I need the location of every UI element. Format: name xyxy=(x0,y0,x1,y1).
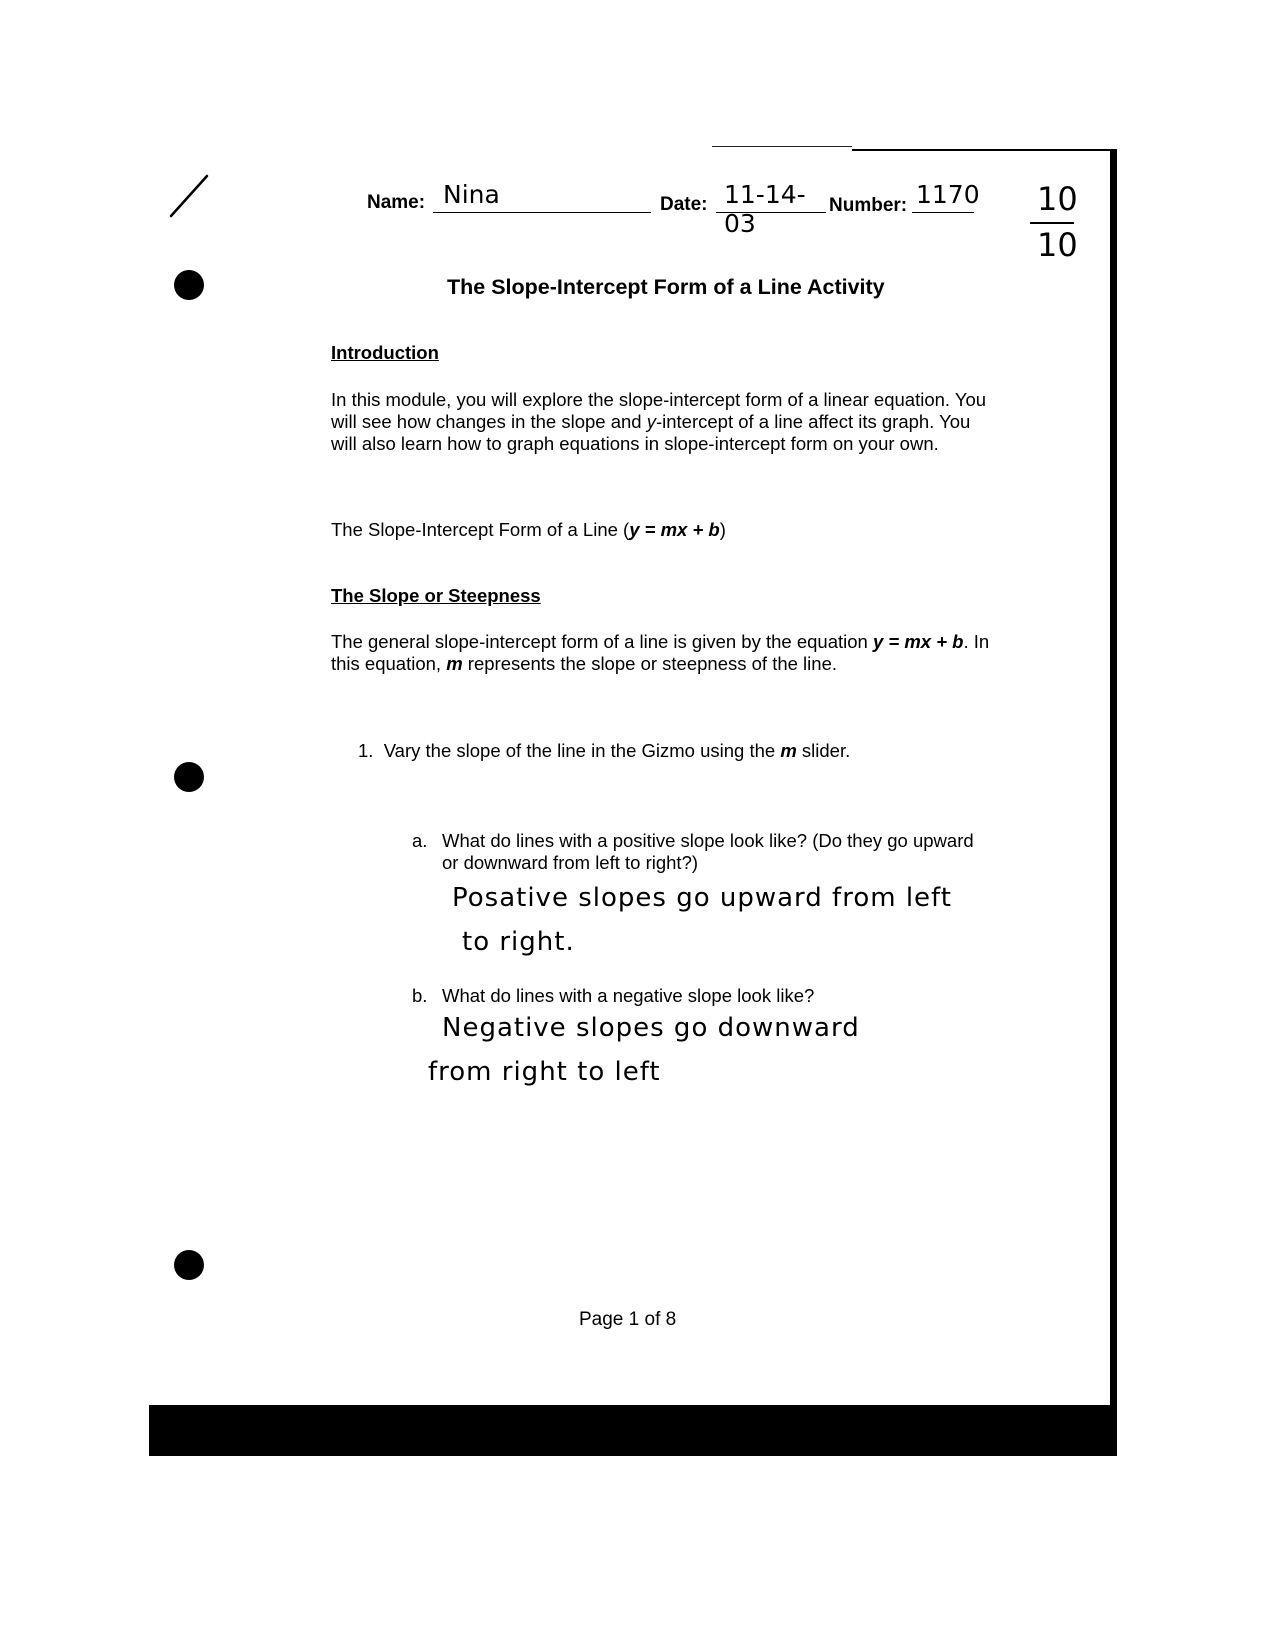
name-field xyxy=(433,180,651,213)
number-label: Number: xyxy=(829,195,908,216)
question-b-answer-line-1: Negative slopes go downward xyxy=(442,1013,860,1043)
slope-section-heading: The Slope or Steepness xyxy=(331,585,541,606)
date-field xyxy=(716,180,826,238)
scan-top-rule xyxy=(712,146,852,147)
punch-hole-middle xyxy=(174,762,204,792)
page-title: The Slope-Intercept Form of a Line Activity xyxy=(447,275,885,299)
name-value: Nina xyxy=(443,180,500,209)
number-value: 1170 xyxy=(916,180,980,209)
scan-frame-top xyxy=(852,149,1117,151)
grade-total: 10 xyxy=(1037,226,1078,264)
grade-fraction-bar xyxy=(1030,222,1074,224)
name-label: Name: xyxy=(367,192,426,213)
grade-score: 10 xyxy=(1037,180,1078,218)
check-slash-mark xyxy=(165,172,215,222)
question-b-answer-line-2: from right to left xyxy=(428,1057,661,1087)
date-value: 11-14-03 xyxy=(724,180,806,238)
slope-line-2: this equation, m represents the slope or steepness of the line. xyxy=(331,653,837,674)
number-field xyxy=(912,180,980,213)
page-number: Page 1 of 8 xyxy=(579,1309,677,1330)
intro-line-2: will see how changes in the slope and y-intercept of a line affect its graph. You xyxy=(331,411,971,432)
punch-hole-top xyxy=(174,270,204,300)
introduction-paragraph xyxy=(331,389,1031,455)
question-a-answer-line-1: Posative slopes go upward from left xyxy=(452,883,952,913)
intro-line-1: In this module, you will explore the slope-intercept form of a linear equation. You xyxy=(331,389,987,410)
slope-intercept-form-line: The Slope-Intercept Form of a Line (y = mx + b) xyxy=(331,519,726,540)
question-b-letter: b. xyxy=(412,985,428,1006)
question-1: 1. Vary the slope of the line in the Gizmo using the m slider. xyxy=(358,740,851,761)
date-label: Date: xyxy=(660,194,708,215)
question-a-letter: a. xyxy=(412,830,428,851)
question-a-answer-line-2: to right. xyxy=(462,927,575,957)
punch-hole-bottom xyxy=(174,1250,204,1280)
question-b-text: What do lines with a negative slope look like? xyxy=(442,985,815,1006)
slope-section-paragraph xyxy=(331,631,1031,675)
question-a-text: What do lines with a positive slope look like? (Do they go upward or downward from left to right?) xyxy=(442,830,974,873)
introduction-heading: Introduction xyxy=(331,342,439,363)
intro-line-3: will also learn how to graph equations in slope-intercept form on your own. xyxy=(331,433,939,454)
slope-line-1: The general slope-intercept form of a line is given by the equation y = mx + b. In xyxy=(331,631,990,652)
question-1-number: 1. xyxy=(358,740,374,761)
scan-frame-right xyxy=(1110,149,1117,1449)
scan-frame-bottom xyxy=(149,1405,1117,1456)
